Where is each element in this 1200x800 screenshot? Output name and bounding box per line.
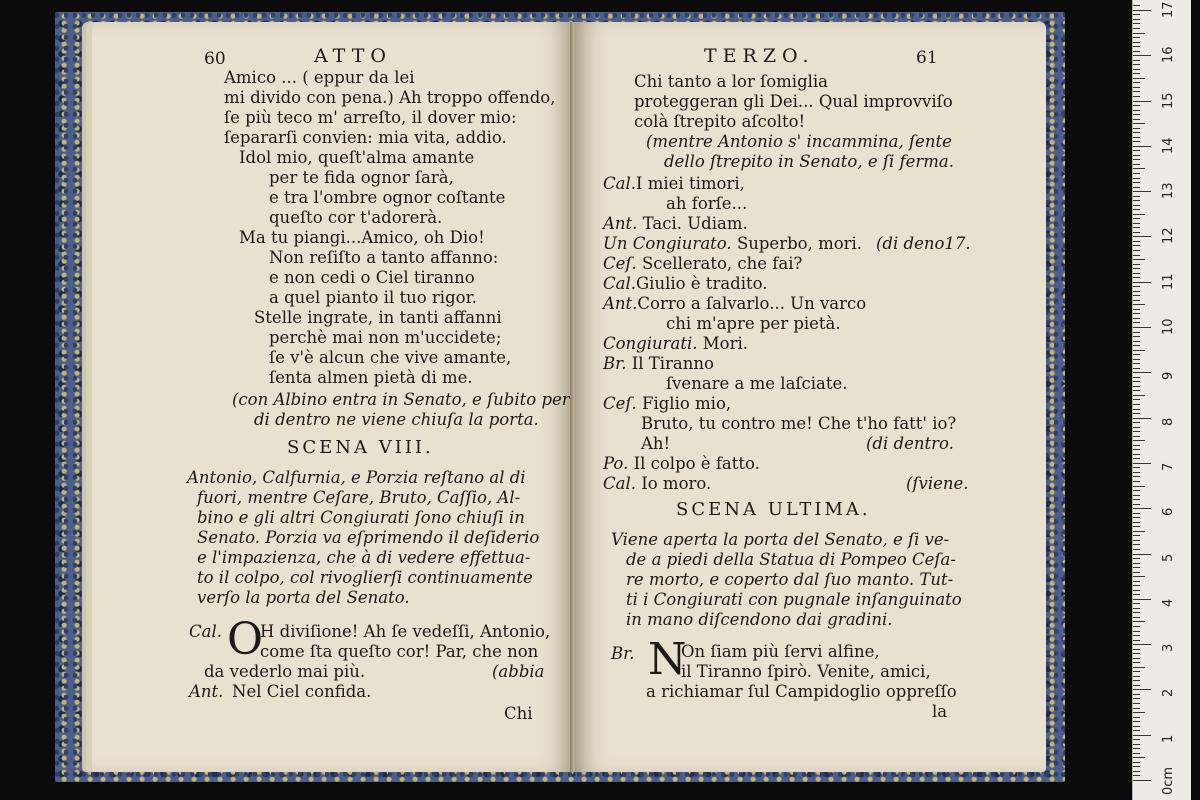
ruler-tick: [1133, 517, 1140, 518]
verse-line: Chi tanto a lor ſomiglia: [634, 72, 829, 91]
speech-line: Ceſ. Scellerato, che fai?: [603, 254, 803, 273]
ruler-tick: [1133, 603, 1140, 604]
ruler-number: 12: [1161, 227, 1176, 245]
ruler-number: 2: [1161, 689, 1176, 698]
measurement-ruler: [1132, 0, 1191, 800]
ruler-tick: [1133, 128, 1140, 129]
ruler-tick: [1133, 676, 1140, 677]
verse-line: e tra l'ombre ognor coſtante: [269, 188, 506, 207]
speech-line: Ant.Corro a ſalvarlo... Un varco: [603, 294, 867, 313]
ruler-tick: [1133, 277, 1140, 278]
ruler-tick: [1133, 200, 1140, 201]
ruler-number: 15: [1161, 91, 1176, 109]
ruler-number: 8: [1161, 417, 1176, 426]
ruler-tick: [1133, 273, 1140, 274]
ruler-tick: [1133, 295, 1140, 296]
scene-description: ti i Congiurati con pugnale inſanguinato: [626, 590, 962, 609]
speech-line: ſvenare a me laſciate.: [666, 374, 848, 393]
ruler-tick: [1133, 345, 1140, 346]
scene-description: Senato. Porzia va eſprimendo il deſiderio: [197, 528, 540, 547]
ruler-tick: [1133, 245, 1140, 246]
ruler-tick: [1133, 409, 1140, 410]
speech-line: Ceſ. Figlio mio,: [603, 394, 732, 413]
ruler-tick: [1133, 23, 1140, 24]
drop-cap: O: [227, 614, 264, 665]
verse-line: ſe v'è alcun che vive amante,: [269, 348, 512, 367]
ruler-tick: [1133, 232, 1140, 233]
verse-line: colà ſtrepito aſcolto!: [634, 112, 806, 131]
ruler-tick: [1133, 612, 1140, 613]
speech-line: Ah!: [641, 434, 671, 453]
ruler-tick: [1133, 526, 1140, 527]
running-head: ATTO: [314, 45, 392, 67]
ruler-tick: [1133, 490, 1140, 491]
ruler-tick: [1133, 282, 1151, 283]
ruler-tick: [1133, 549, 1140, 550]
ruler-tick: [1133, 680, 1140, 681]
ruler-tick: [1133, 395, 1145, 396]
ruler-tick: [1133, 753, 1140, 754]
dialogue-line: Nel Ciel confida.: [232, 682, 372, 701]
ruler-tick: [1133, 508, 1151, 509]
scene-description: to il colpo, col rivoglierſi continuamente: [197, 568, 533, 587]
verse-line: il Tiranno ſpirò. Venite, amici,: [681, 662, 931, 681]
ruler-tick: [1133, 649, 1140, 650]
ruler-tick: [1133, 449, 1140, 450]
ruler-tick: [1133, 735, 1151, 736]
ruler-tick: [1133, 504, 1140, 505]
ruler-tick: [1133, 535, 1140, 536]
ruler-tick: [1133, 626, 1140, 627]
ruler-tick: [1133, 82, 1140, 83]
ruler-tick: [1133, 698, 1140, 699]
ruler-number: 6: [1161, 507, 1176, 517]
ruler-tick: [1133, 105, 1140, 106]
ruler-tick: [1133, 635, 1140, 636]
aside-direction: (di dentro.: [866, 434, 954, 453]
ruler-tick: [1133, 304, 1145, 305]
ruler-tick: [1133, 322, 1140, 323]
ruler-tick: [1133, 617, 1140, 618]
ruler-tick: [1133, 653, 1140, 654]
ruler-tick: [1133, 368, 1140, 369]
ruler-tick: [1133, 717, 1140, 718]
ruler-tick: [1133, 404, 1140, 405]
right-page: [576, 22, 1046, 772]
ruler-tick: [1133, 775, 1140, 776]
ruler-tick: [1133, 101, 1151, 102]
ruler-tick: [1133, 119, 1140, 120]
ruler-tick: [1133, 187, 1140, 188]
ruler-tick: [1133, 572, 1140, 573]
ruler-tick: [1133, 123, 1145, 124]
ruler-tick: [1133, 341, 1140, 342]
ruler-number: 1: [1161, 734, 1176, 743]
ruler-tick: [1133, 608, 1140, 609]
speech-line: Cal. Io moro.: [603, 474, 712, 493]
ruler-tick: [1133, 350, 1145, 351]
ruler-tick: [1133, 64, 1140, 65]
ruler-number: 10: [1161, 318, 1176, 335]
ruler-label: 0cm: [1161, 766, 1176, 795]
aside-direction: (abbia: [492, 662, 545, 681]
ruler-tick: [1133, 60, 1140, 61]
verse-line: per te fida ognor ſarà,: [269, 168, 454, 187]
speech-line: Congiurati. Mori.: [603, 334, 749, 353]
speech-line: Po. Il colpo è fatto.: [603, 454, 760, 473]
ruler-tick: [1133, 458, 1140, 459]
ruler-tick: [1133, 667, 1145, 668]
ruler-tick: [1133, 703, 1140, 704]
ruler-tick: [1133, 332, 1140, 333]
ruler-tick: [1133, 168, 1145, 169]
ruler-tick: [1133, 730, 1140, 731]
ruler-number: 11: [1161, 273, 1176, 290]
ruler-tick: [1133, 522, 1140, 523]
ruler-tick: [1133, 236, 1151, 237]
ruler-tick: [1133, 10, 1151, 11]
ruler-tick: [1133, 671, 1140, 672]
speech-line: Un Congiurato. Superbo, mori.: [603, 234, 863, 253]
ruler-tick: [1133, 739, 1140, 740]
ruler-tick: [1133, 436, 1140, 437]
speaker-label: Br.: [611, 644, 635, 663]
verse-line: On ſiam più ſervi alfine,: [681, 642, 880, 661]
scene-description: re morto, e coperto dal ſuo manto. Tut-: [626, 570, 954, 589]
scene-description: Viene aperta la porta del Senato, e ſi ve-: [611, 530, 950, 549]
ruler-tick: [1133, 748, 1140, 749]
ruler-number: 16: [1161, 46, 1176, 64]
verse-line: Non reſiſto a tanto affanno:: [269, 248, 499, 267]
verse-line: Idol mio, queſt'alma amante: [239, 148, 475, 167]
scene-description: in mano diſcendono dai gradini.: [626, 610, 893, 629]
verse-line: Ma tu piangi...Amico, oh Dio!: [239, 228, 485, 247]
ruler-tick: [1133, 531, 1145, 532]
ruler-tick: [1133, 744, 1140, 745]
scene-description: bino e gli altri Congiurati ſono chiuſi in: [197, 508, 525, 527]
ruler-tick: [1133, 14, 1140, 15]
ruler-tick: [1133, 585, 1140, 586]
ruler-tick: [1133, 19, 1140, 20]
page-number: 60: [204, 49, 226, 69]
ruler-tick: [1133, 399, 1140, 400]
ruler-tick: [1133, 51, 1140, 52]
verse-line: Amico ... ( eppur da lei: [224, 68, 415, 87]
ruler-tick: [1133, 69, 1140, 70]
ruler-tick: [1133, 73, 1140, 74]
ruler-tick: [1133, 91, 1140, 92]
ruler-tick: [1133, 363, 1140, 364]
ruler-number: 13: [1161, 182, 1176, 200]
ruler-tick: [1133, 563, 1140, 564]
speech-line: Br. Il Tiranno: [603, 354, 714, 373]
ruler-tick: [1133, 114, 1140, 115]
verse-line: ſe più teco m' arreſto, il dover mio:: [224, 108, 517, 127]
ruler-tick: [1133, 486, 1145, 487]
verse-line: a richiamar ſul Campidoglio oppreſſo: [646, 682, 957, 701]
dialogue-line: come ſta queſto cor! Par, che non: [260, 642, 539, 661]
scene-description: e l'impazienza, che à di vedere effettua-: [197, 548, 531, 567]
ruler-number: 4: [1161, 598, 1176, 607]
ruler-tick: [1133, 141, 1140, 142]
ruler-tick: [1133, 726, 1140, 727]
ruler-tick: [1133, 354, 1140, 355]
ruler-tick: [1133, 377, 1140, 378]
ruler-tick: [1133, 227, 1140, 228]
ruler-tick: [1133, 381, 1140, 382]
ruler-tick: [1133, 78, 1145, 79]
ruler-tick: [1133, 757, 1145, 758]
left-page: [92, 22, 572, 772]
ruler-tick: [1133, 300, 1140, 301]
ruler-tick: [1133, 662, 1140, 663]
scene-description: verſo la porta del Senato.: [197, 588, 410, 607]
ruler-tick: [1133, 132, 1140, 133]
ruler-tick: [1133, 28, 1140, 29]
ruler-number: 7: [1161, 462, 1176, 471]
ruler-tick: [1133, 766, 1140, 767]
ruler-tick: [1133, 762, 1140, 763]
ruler-tick: [1133, 250, 1140, 251]
scene-heading: SCENA ULTIMA.: [676, 499, 871, 520]
ruler-tick: [1133, 780, 1151, 781]
ruler-tick: [1133, 454, 1140, 455]
ruler-tick: [1133, 472, 1140, 473]
ruler-tick: [1133, 264, 1140, 265]
ruler-number: 5: [1161, 553, 1176, 562]
ruler-tick: [1133, 309, 1140, 310]
ruler-tick: [1133, 581, 1140, 582]
scene-heading: SCENA VIII.: [287, 437, 434, 458]
ruler-tick: [1133, 590, 1140, 591]
ruler-tick: [1133, 599, 1151, 600]
ruler-tick: [1133, 196, 1140, 197]
speech-line: Cal.I miei timori,: [603, 174, 745, 193]
aside-direction: (ſviene.: [906, 474, 969, 493]
ruler-tick: [1133, 182, 1140, 183]
ruler-tick: [1133, 5, 1140, 6]
ruler-tick: [1133, 445, 1140, 446]
ruler-tick: [1133, 37, 1140, 38]
ruler-tick: [1133, 689, 1151, 690]
ruler-tick: [1133, 291, 1140, 292]
ruler-tick: [1133, 708, 1140, 709]
ruler-tick: [1133, 173, 1140, 174]
ruler-tick: [1133, 178, 1140, 179]
ruler-tick: [1133, 567, 1140, 568]
ruler-tick: [1133, 694, 1140, 695]
ruler-tick: [1133, 223, 1140, 224]
scene-description: fuori, mentre Ceſare, Bruto, Caſſio, Al-: [197, 488, 521, 507]
ruler-tick: [1133, 55, 1151, 56]
ruler-tick: [1133, 463, 1151, 464]
ruler-tick: [1133, 159, 1140, 160]
ruler-tick: [1133, 359, 1140, 360]
dialogue-line: H diviſione! Ah ſe vedeſſi, Antonio,: [260, 622, 551, 641]
ruler-tick: [1133, 631, 1140, 632]
ruler-tick: [1133, 554, 1151, 555]
ruler-tick: [1133, 513, 1140, 514]
ruler-tick: [1133, 218, 1140, 219]
ruler-tick: [1133, 440, 1145, 441]
ruler-tick: [1133, 427, 1140, 428]
ruler-tick: [1133, 150, 1140, 151]
stage-direction: (con Albino entra in Senato, e ſubito per: [232, 390, 570, 409]
ruler-tick: [1133, 422, 1140, 423]
stage-direction: dello ſtrepito in Senato, e ſi ferma.: [664, 152, 954, 171]
ruler-tick: [1133, 259, 1145, 260]
speech-line: chi m'apre per pietà.: [666, 314, 841, 333]
verse-line: Stelle ingrate, in tanti affanni: [254, 308, 502, 327]
speech-line: Cal.Giulio è tradito.: [603, 274, 768, 293]
running-head: TERZO.: [704, 45, 815, 67]
verse-line: queſto cor t'adorerà.: [269, 208, 443, 227]
ruler-tick: [1133, 721, 1140, 722]
ruler-number: 17: [1161, 1, 1176, 18]
catchword: la: [932, 702, 948, 721]
verse-line: ſenta almen pietà di me.: [269, 368, 473, 387]
stage-direction: di dentro ne viene chiuſa la porta.: [254, 410, 539, 429]
ruler-tick: [1133, 336, 1140, 337]
ruler-tick: [1133, 313, 1140, 314]
catchword: Chi: [504, 704, 533, 723]
verse-line: perchè mai non m'uccidete;: [269, 328, 502, 347]
ruler-tick: [1133, 327, 1151, 328]
scene-description: de a piedi della Statua di Pompeo Ceſa-: [626, 550, 956, 569]
aside-direction: (di deno17.: [876, 234, 971, 253]
ruler-tick: [1133, 318, 1140, 319]
dialogue-line: da vederlo mai più.: [204, 662, 366, 681]
ruler-tick: [1133, 431, 1140, 432]
ruler-tick: [1133, 771, 1140, 772]
ruler-tick: [1133, 209, 1140, 210]
ruler-tick: [1133, 621, 1145, 622]
ruler-number: 14: [1161, 137, 1176, 154]
ruler-tick: [1133, 476, 1140, 477]
ruler-tick: [1133, 286, 1140, 287]
verse-line: a quel pianto il tuo rigor.: [269, 288, 477, 307]
ruler-number: 9: [1161, 372, 1176, 381]
ruler-tick: [1133, 594, 1140, 595]
verse-line: mi divido con pena.) Ah troppo offendo,: [224, 88, 556, 107]
ruler-tick: [1133, 96, 1140, 97]
ruler-tick: [1133, 164, 1140, 165]
ruler-tick: [1133, 386, 1140, 387]
ruler-tick: [1133, 255, 1140, 256]
ruler-tick: [1133, 137, 1140, 138]
ruler-tick: [1133, 33, 1145, 34]
ruler-tick: [1133, 558, 1140, 559]
ruler-tick: [1133, 495, 1140, 496]
ruler-tick: [1133, 241, 1140, 242]
ruler-tick: [1133, 146, 1151, 147]
ruler-tick: [1133, 658, 1140, 659]
verse-line: e non cedi o Ciel tiranno: [269, 268, 475, 287]
ruler-tick: [1133, 685, 1140, 686]
ruler-tick: [1133, 712, 1145, 713]
verse-line: ſepararſi convien: mia vita, addio.: [224, 128, 507, 147]
ruler-tick: [1133, 390, 1140, 391]
ruler-tick: [1133, 110, 1140, 111]
ruler-tick: [1133, 372, 1151, 373]
ruler-tick: [1133, 467, 1140, 468]
ruler-tick: [1133, 87, 1140, 88]
ruler-tick: [1133, 214, 1145, 215]
ruler-tick: [1133, 481, 1140, 482]
ruler-tick: [1133, 46, 1140, 47]
speech-line: Bruto, tu contro me! Che t'ho fatt' io?: [641, 414, 957, 433]
ruler-tick: [1133, 413, 1140, 414]
drop-cap: N: [648, 634, 687, 685]
speech-line: Ant. Taci. Udiam.: [603, 214, 748, 233]
scene-description: Antonio, Calfurnia, e Porzia reſtano al di: [187, 468, 526, 487]
ruler-tick: [1133, 576, 1145, 577]
speaker-label: Cal.: [189, 622, 222, 641]
ruler-tick: [1133, 155, 1140, 156]
page-number: 61: [916, 48, 938, 68]
ruler-tick: [1133, 540, 1140, 541]
ruler-tick: [1133, 42, 1140, 43]
ruler-tick: [1133, 191, 1151, 192]
verse-line: proteggeran gli Dei... Qual improvviſo: [634, 92, 953, 111]
ruler-tick: [1133, 205, 1140, 206]
ruler-tick: [1133, 640, 1140, 641]
ruler-tick: [1133, 268, 1140, 269]
speaker-label: Ant.: [189, 682, 224, 701]
speech-line: ah forſe...: [666, 194, 748, 213]
ruler-tick: [1133, 418, 1151, 419]
ruler-tick: [1133, 499, 1140, 500]
stage-direction: (mentre Antonio s' incammina, ſente: [646, 132, 952, 151]
ruler-number: 3: [1161, 643, 1176, 653]
ruler-tick: [1133, 644, 1151, 645]
ruler-tick: [1133, 544, 1140, 545]
